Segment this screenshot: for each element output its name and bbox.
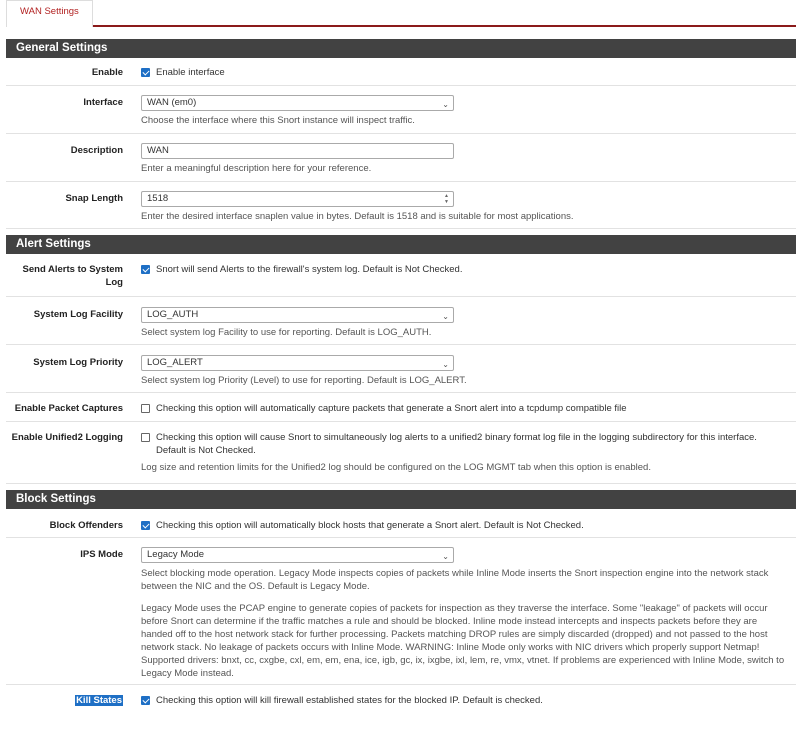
unified2-help: Log size and retention limits for the Unified2 log should be configured on the LOG MGMT tab when this option is enabled. <box>141 462 651 473</box>
packet-captures-label: Enable Packet Captures <box>14 403 123 414</box>
ips-mode-help-detail: Legacy Mode uses the PCAP engine to generate copies of packets for inspection as they traverse the interface. Some "leakage" of packets will occur before Snort can determine if the traffic matches a rule and should be blocked. Inline mode instead intercepts and inspects packets before they are handed off to the host network stack for further processing. Packets matching DROP rules are simply discarded (dropped) and not passed to the host network stack. No leakage of packets occurs with Inline Mode. WARNING: Inline Mode only works with NIC drivers which properly support Netmap! Supported drivers: bnxt, cc, cxgbe, cxl, em, em, ena, ice, igb, gc, ix, ixgbe, ixl, lem, re, vmx, vtnet. If problems are experienced with Inline Mode, switch to Legacy Mode instead. <box>141 603 785 679</box>
block-offenders-checkbox[interactable] <box>141 521 150 530</box>
general-settings-panel <box>6 39 796 229</box>
priority-row <box>6 345 796 393</box>
block-settings-panel <box>6 490 796 715</box>
description-field[interactable]: WAN <box>141 143 454 159</box>
priority-help: Select system log Priority (Level) to use for reporting. Default is LOG_ALERT. <box>141 375 467 386</box>
snap-length-help: Enter the desired interface snaplen value in bytes. Default is 1518 and is suitable for most applications. <box>141 211 574 222</box>
facility-help: Select system log Facility to use for reporting. Default is LOG_AUTH. <box>141 327 432 338</box>
chevron-down-icon: ⌄ <box>442 100 449 109</box>
interface-row <box>6 86 796 134</box>
alert-settings-heading: Alert Settings <box>6 235 796 254</box>
priority-select[interactable]: LOG_ALERT ⌄ <box>141 355 454 371</box>
snap-length-label: Snap Length <box>65 193 123 204</box>
facility-select[interactable]: LOG_AUTH ⌄ <box>141 307 454 323</box>
block-settings-heading: Block Settings <box>6 490 796 509</box>
kill-states-row <box>6 685 796 715</box>
ips-mode-row <box>6 538 796 685</box>
chevron-down-icon: ⌄ <box>442 360 449 369</box>
general-settings-heading: General Settings <box>6 39 796 58</box>
send-alerts-checkbox[interactable] <box>141 265 150 274</box>
unified2-text: Checking this option will cause Snort to simultaneously log alerts to a unified2 binary format log file in the logging subdirectory for this interface. Default is Not Checked. <box>156 432 757 456</box>
snap-length-row <box>6 182 796 229</box>
tab-wan-settings[interactable]: WAN Settings <box>6 0 93 27</box>
kill-states-checkbox[interactable] <box>141 696 150 705</box>
kill-states-label: Kill States <box>76 695 122 706</box>
enable-label: Enable <box>91 67 123 78</box>
tab-bar <box>6 0 796 27</box>
snap-length-field[interactable]: 1518 ▲ ▼ <box>141 191 454 207</box>
unified2-label: Enable Unified2 Logging <box>11 432 123 443</box>
chevron-down-icon: ⌄ <box>442 312 449 321</box>
description-help: Enter a meaningful description here for your reference. <box>141 163 372 174</box>
facility-label: System Log Facility <box>33 309 123 320</box>
send-alerts-label: Send Alerts to System Log <box>22 264 123 288</box>
kill-states-text: Checking this option will kill firewall established states for the blocked IP. Default is checked. <box>156 695 543 706</box>
interface-label: Interface <box>83 97 123 108</box>
block-offenders-text: Checking this option will automatically block hosts that generate a Snort alert. Default is Not Checked. <box>156 520 584 531</box>
facility-row <box>6 297 796 345</box>
unified2-row <box>6 422 796 484</box>
ips-mode-label: IPS Mode <box>80 549 123 560</box>
description-label: Description <box>70 145 123 156</box>
unified2-checkbox[interactable] <box>141 433 150 442</box>
interface-select[interactable]: WAN (em0) ⌄ <box>141 95 454 111</box>
chevron-down-icon: ⌄ <box>442 552 449 561</box>
interface-help: Choose the interface where this Snort instance will inspect traffic. <box>141 115 415 126</box>
description-row <box>6 134 796 182</box>
packet-captures-row <box>6 393 796 422</box>
ips-mode-select[interactable]: Legacy Mode ⌄ <box>141 547 454 563</box>
packet-captures-checkbox[interactable] <box>141 404 150 413</box>
enable-checkbox[interactable] <box>141 68 150 77</box>
ips-mode-help-summary: Select blocking mode operation. Legacy Mode inspects copies of packets while Inline Mode inserts the Snort inspection engine into the network stack between the NIC and the OS. Default is Legacy Mode. <box>141 568 769 592</box>
block-offenders-row <box>6 509 796 538</box>
packet-captures-text: Checking this option will automatically capture packets that generate a Snort alert into a tcpdump compatible file <box>156 403 627 414</box>
enable-text: Enable interface <box>156 67 225 78</box>
alert-settings-panel <box>6 235 796 484</box>
send-alerts-text: Snort will send Alerts to the firewall's system log. Default is Not Checked. <box>156 264 463 275</box>
stepper-icon[interactable]: ▲ ▼ <box>444 193 449 205</box>
block-offenders-label: Block Offenders <box>49 520 123 531</box>
priority-label: System Log Priority <box>33 357 123 368</box>
enable-row <box>6 58 796 86</box>
send-alerts-row <box>6 254 796 297</box>
